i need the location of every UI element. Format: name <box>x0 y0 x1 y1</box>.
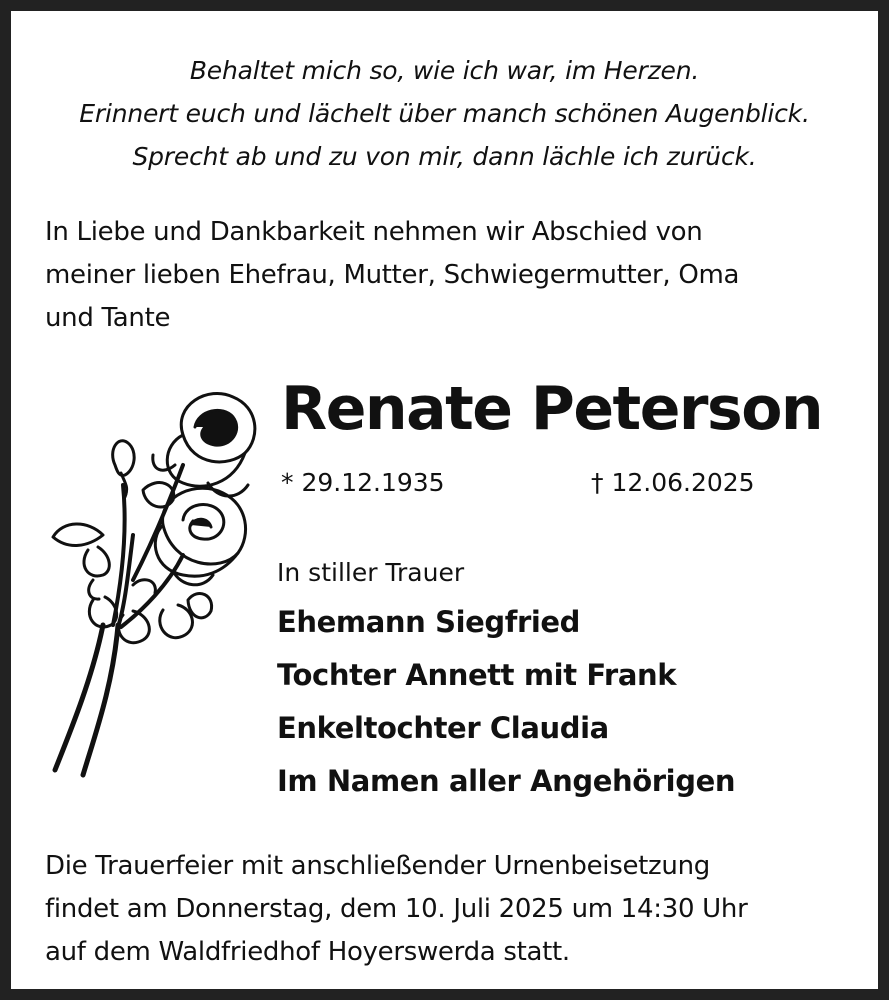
intro-line: meiner lieben Ehefrau, Mutter, Schwiegermutter, Oma <box>45 260 740 290</box>
poem-line: Behaltet mich so, wie ich war, im Herzen. <box>189 56 700 85</box>
roses-illustration-icon <box>33 375 263 795</box>
poem-line: Erinnert euch und lächelt über manch schönen Augenblick. <box>79 99 810 128</box>
death-date: † 12.06.2025 <box>591 468 755 497</box>
mourner-name: Im Namen aller Angehörigen <box>277 764 736 798</box>
mourner-name: Enkeltochter Claudia <box>277 711 609 745</box>
mourners-list <box>277 596 735 808</box>
upper-rose <box>153 393 255 496</box>
service-info <box>45 845 865 974</box>
deceased-name: Renate Peterson <box>281 374 823 444</box>
service-line: Die Trauerfeier mit anschließender Urnenbeisetzung <box>45 851 710 881</box>
intro-line: In Liebe und Dankbarkeit nehmen wir Abschied von <box>45 217 703 247</box>
service-line: auf dem Waldfriedhof Hoyerswerda statt. <box>45 937 570 967</box>
mourning-label: In stiller Trauer <box>277 558 465 587</box>
service-line: findet am Donnerstag, dem 10. Juli 2025 um 14:30 Uhr <box>45 894 748 924</box>
mourner-name: Ehemann Siegfried <box>277 605 581 639</box>
birth-date: * 29.12.1935 <box>281 468 445 497</box>
mourner-name: Tochter Annett mit Frank <box>277 658 677 692</box>
poem-line: Sprecht ab und zu von mir, dann lächle ich zurück. <box>132 142 757 171</box>
poem <box>11 49 878 178</box>
intro-text <box>45 211 865 340</box>
intro-line: und Tante <box>45 303 171 333</box>
